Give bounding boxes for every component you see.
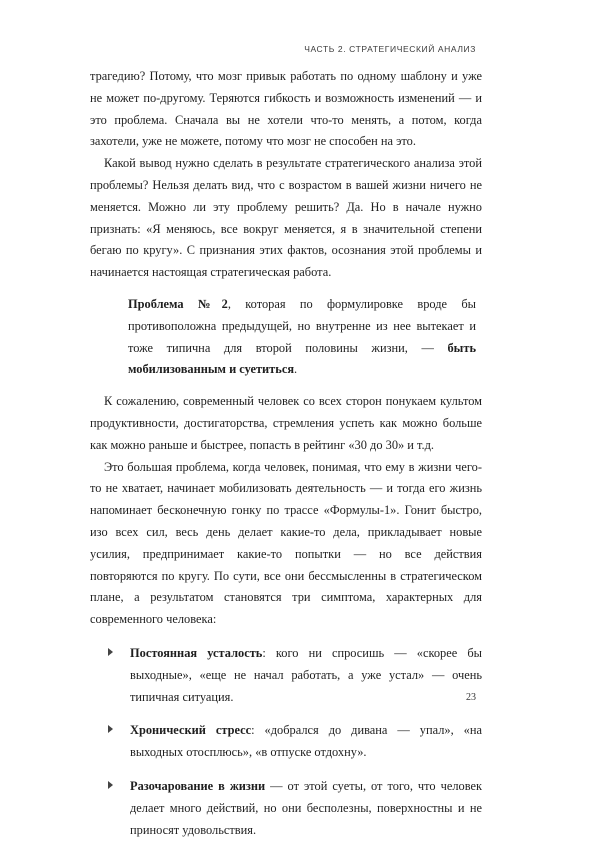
triangle-bullet-icon <box>108 725 113 733</box>
list-item-term: Хронический стресс <box>130 723 252 738</box>
list-item-text <box>130 643 482 708</box>
list-item <box>130 776 482 841</box>
triangle-bullet-icon <box>108 781 113 789</box>
callout-emphasis: быть мобилизованным и суетиться <box>128 340 476 377</box>
callout-block <box>90 294 482 381</box>
paragraph-2: Какой вывод нужно сделать в результате стратегического анализа этой проблемы? Нельзя делать вид, что с возрастом в вашей жизни ничего не меняется. Можно ли эту проблему решить? Да. Но в начале нужно признать: «Я меняюсь, все вокруг меняется, я в значительной степени бегаю по кругу». С признания этих фактов, осознания этой проблемы и начинается настоящая стратегическая работа. <box>90 156 482 280</box>
list-item <box>130 720 482 764</box>
list-item-desc: : кого ни спросишь — «скорее бы выходные», «еще не начал работать, а уже устал» — очень типичная ситуация. <box>130 645 482 704</box>
list-item-text <box>130 720 482 764</box>
running-header: ЧАСТЬ 2. СТРАТЕГИЧЕСКИЙ АНАЛИЗ <box>304 44 476 54</box>
list-item-desc: : «добрался до дивана — упал», «на выходных отосплюсь», «в отпуске отдохну». <box>130 723 482 760</box>
symptom-list <box>90 643 482 841</box>
page-content <box>90 66 482 853</box>
paragraph-3: К сожалению, современный человек со всех сторон понукаем культом продуктивности, достигаторства, стремления успеть как можно больше как можно раньше и быстрее, попасть в рейтинг «30 до 30» и т.д. <box>90 394 482 452</box>
list-item-text <box>130 776 482 841</box>
paragraph-4: Это большая проблема, когда человек, понимая, что ему в жизни чего-то не хватает, начинает мобилизовать деятельность — и тогда его жизнь напоминает бесконечную гонку по трассе «Формулы-1». Гонит быстро, изо всех сил, весь день делает какие-то дела, прикладывает новые усилия, предпринимает какие-то попытки — но все действия повторяются по кругу. По сути, все они бессмысленны в стратегическом плане, а результатом становятся три симптома, характерных для современного человека: <box>90 459 482 627</box>
paragraph-1: трагедию? Потому, что мозг привык работать по одному шаблону и уже не может по-другому. Теряются гибкость и возможность изменений — и это проблема. Сначала вы не хотели что-то менять, а потом, когда захотели, уже не можете, потому что мозг не способен на это. <box>90 69 482 149</box>
page-number: 23 <box>466 692 476 703</box>
triangle-bullet-icon <box>108 648 113 656</box>
list-item-term: Разочарование в жизни <box>130 778 266 793</box>
callout-paragraph <box>128 294 476 381</box>
callout-end: . <box>294 362 298 377</box>
list-item-desc: — от этой суеты, от того, что человек делает много действий, но они бесполезны, поверхностны и не приносят удовольствия. <box>130 778 482 837</box>
list-item-term: Постоянная усталость <box>130 645 263 660</box>
callout-term: Проблема №2 <box>128 296 228 311</box>
callout-text: , которая по формулировке вроде бы противоположна предыдущей, но внутренне из нее вытекает и тоже типична для второй половины жизни, — <box>128 296 477 355</box>
list-item <box>130 643 482 708</box>
